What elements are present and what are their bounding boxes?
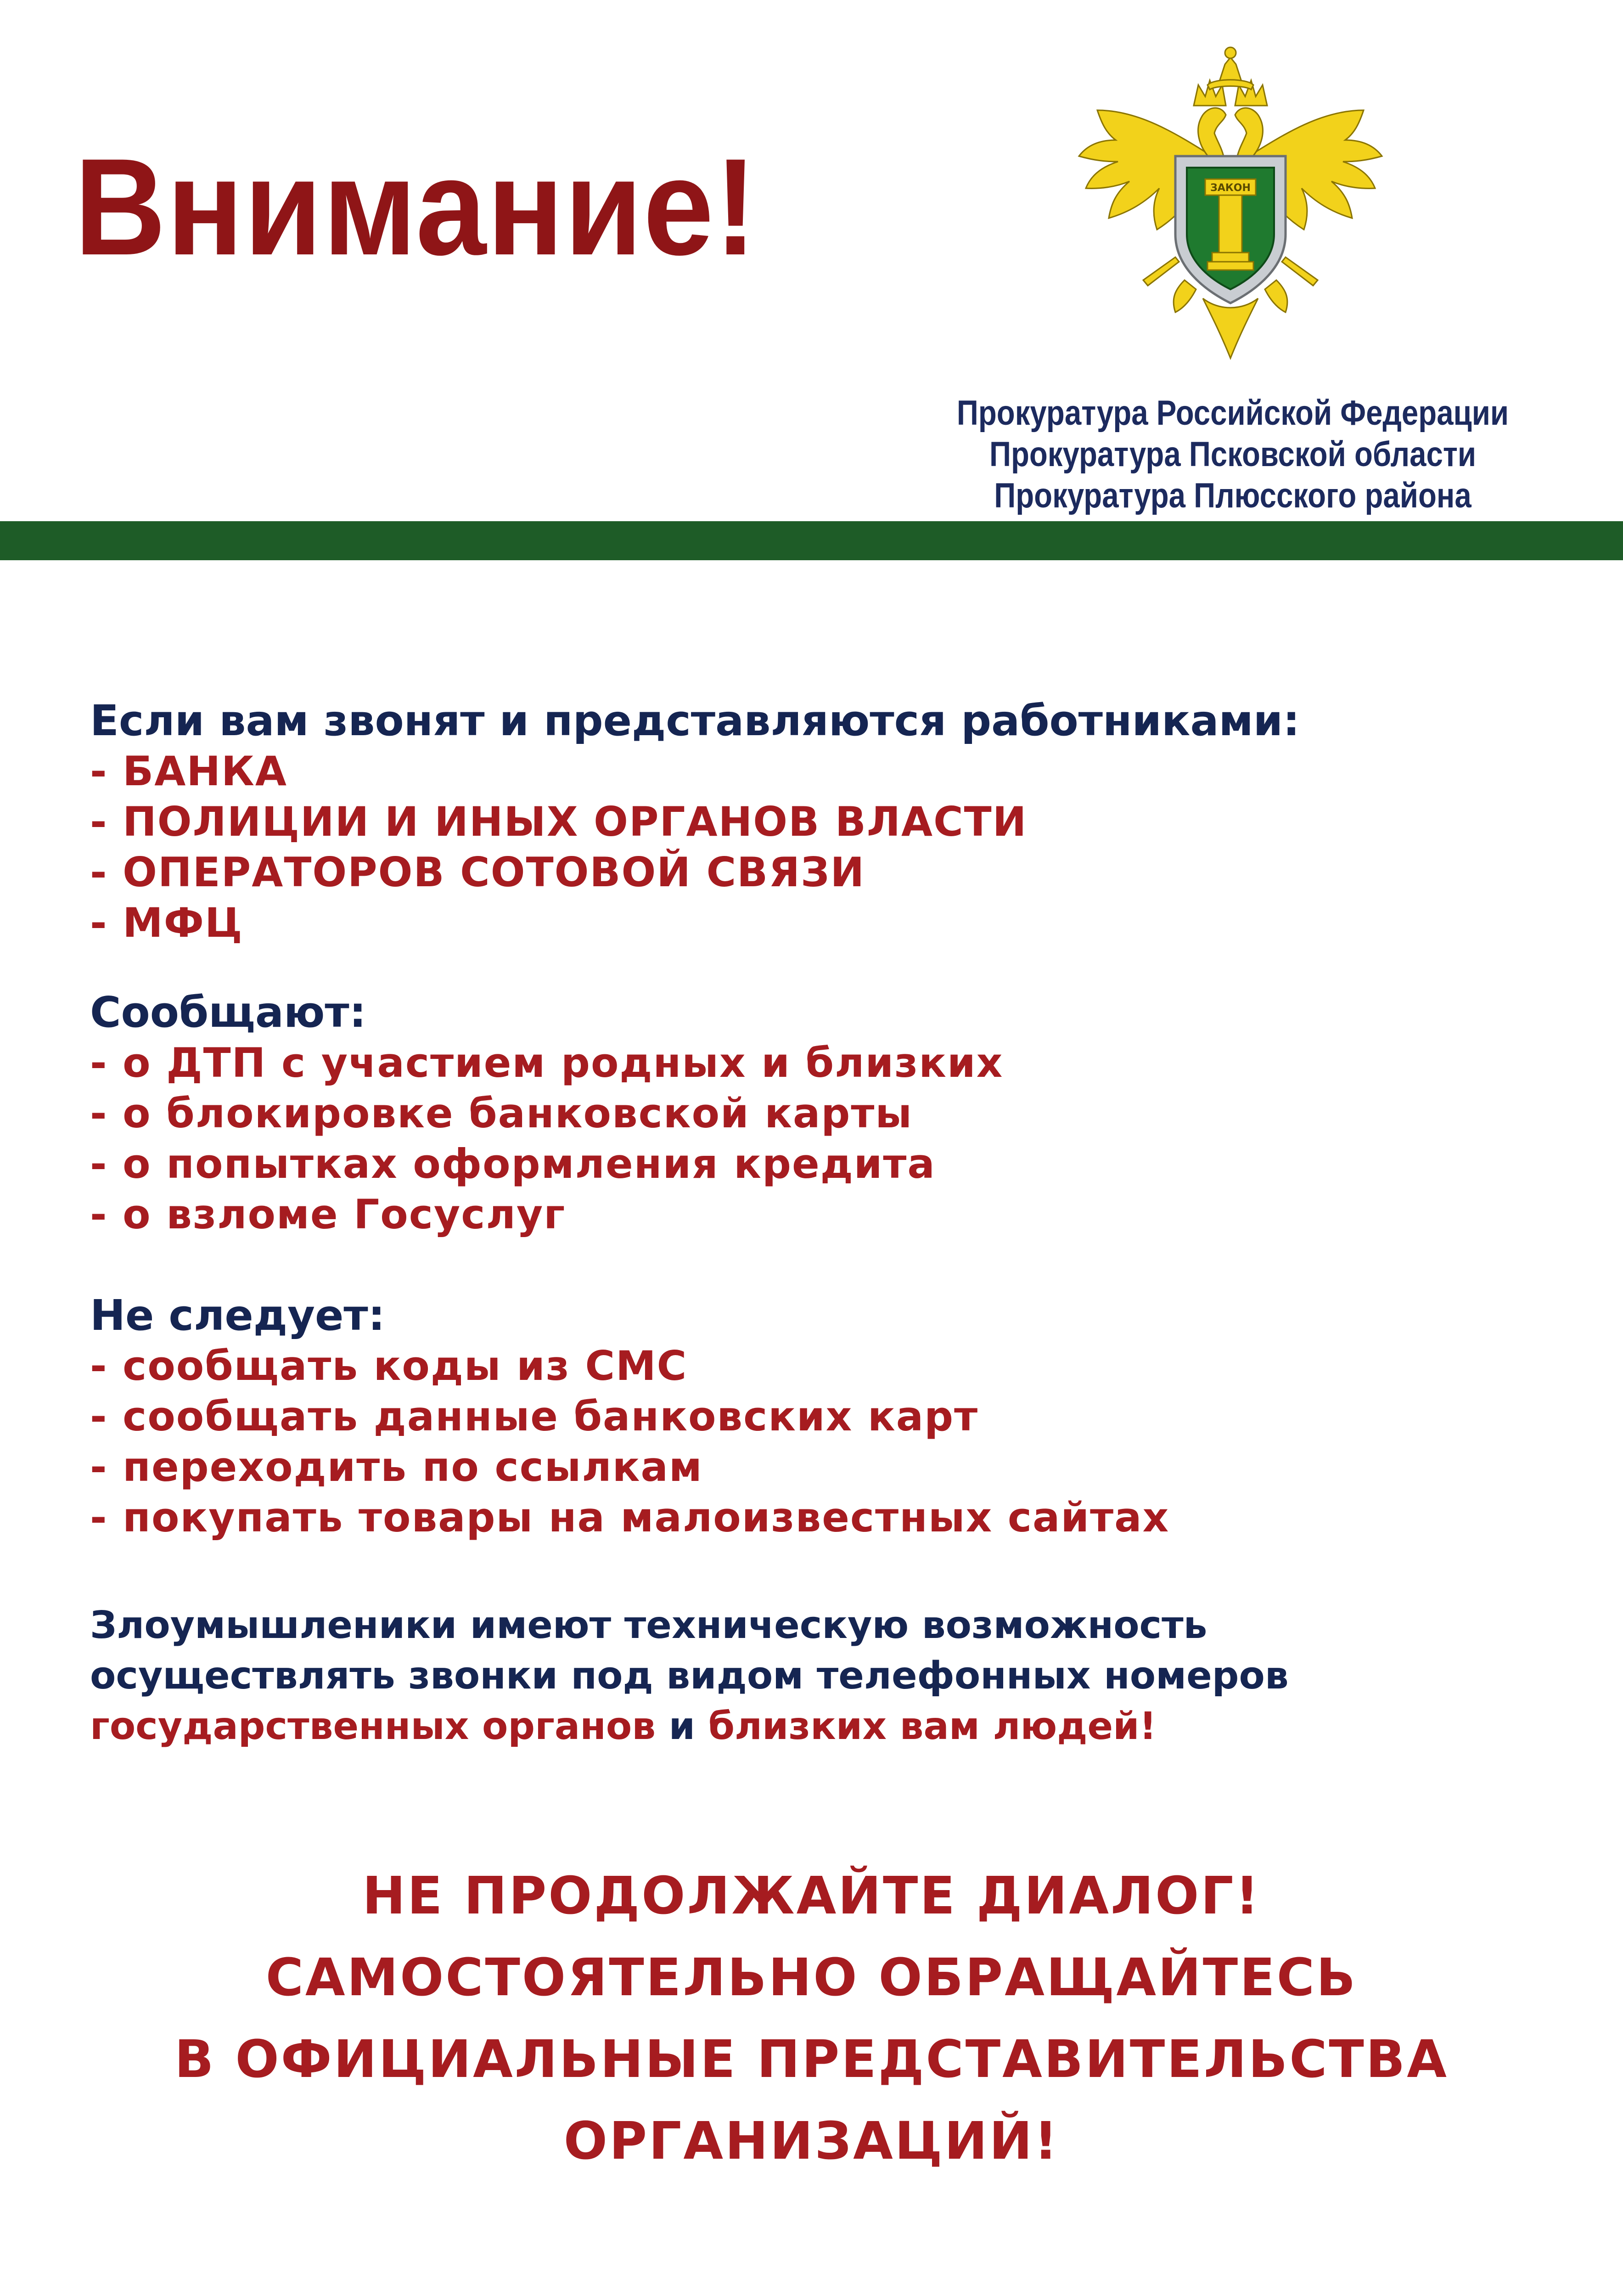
list-item: - ОПЕРАТОРОВ СОТОВОЙ СВЯЗИ	[90, 849, 865, 896]
list-item: - БАНКА	[90, 748, 288, 795]
warning-conjunction: и	[656, 1705, 708, 1748]
list-item: - о ДТП с участием родных и близких	[90, 1039, 1004, 1086]
callers-heading: Если вам звонят и представляются работниками:	[90, 696, 1300, 745]
organization-name: Прокуратура Псковской области	[989, 435, 1477, 474]
donts-heading: Не следует:	[90, 1291, 385, 1340]
prosecutor-emblem-icon	[1061, 41, 1400, 381]
reports-heading: Сообщают:	[90, 988, 366, 1037]
emblem-inscription: ЗАКОН	[1210, 182, 1251, 194]
list-item: - о попытках оформления кредита	[90, 1140, 936, 1187]
organization-list	[900, 393, 1566, 517]
final-line: САМОСТОЯТЕЛЬНО ОБРАЩАЙТЕСЬ	[265, 1948, 1358, 2008]
list-item: - покупать товары на малоизвестных сайтах	[90, 1494, 1170, 1541]
warning-line	[90, 1701, 1559, 1752]
list-item: - переходить по ссылкам	[90, 1443, 703, 1491]
warning-line: Злоумышленики имеют техническую возможность	[90, 1604, 1207, 1647]
organization-name: Прокуратура Российской Федерации	[956, 394, 1509, 433]
donts-section	[90, 1290, 1559, 1543]
list-item: - сообщать коды из СМС	[90, 1342, 688, 1390]
list-item: - сообщать данные банковских карт	[90, 1393, 979, 1440]
organization-name: Прокуратура Плюсского района	[994, 476, 1471, 515]
warning-highlight: близких вам людей!	[708, 1705, 1157, 1748]
warning-line: осуществлять звонки под видом телефонных номеров	[90, 1654, 1289, 1698]
page-title: Внимание!	[74, 129, 758, 284]
list-item: - ПОЛИЦИИ И ИНЫХ ОРГАНОВ ВЛАСТИ	[90, 798, 1028, 845]
header-divider-bar	[0, 521, 1623, 560]
list-item: - о блокировке банковской карты	[90, 1090, 913, 1137]
reports-section	[90, 987, 1559, 1240]
final-line: ОРГАНИЗАЦИЙ!	[563, 2111, 1060, 2171]
final-line: В ОФИЦИАЛЬНЫЕ ПРЕДСТАВИТЕЛЬСТВА	[174, 2030, 1449, 2089]
final-call-to-action	[0, 1855, 1623, 2182]
warning-paragraph	[90, 1600, 1559, 1752]
callers-section	[90, 696, 1559, 948]
final-line: НЕ ПРОДОЛЖАЙТЕ ДИАЛОГ!	[362, 1866, 1261, 1926]
list-item: - МФЦ	[90, 899, 243, 946]
list-item: - о взломе Госуслуг	[90, 1191, 566, 1238]
warning-highlight: государственных органов	[90, 1705, 656, 1748]
